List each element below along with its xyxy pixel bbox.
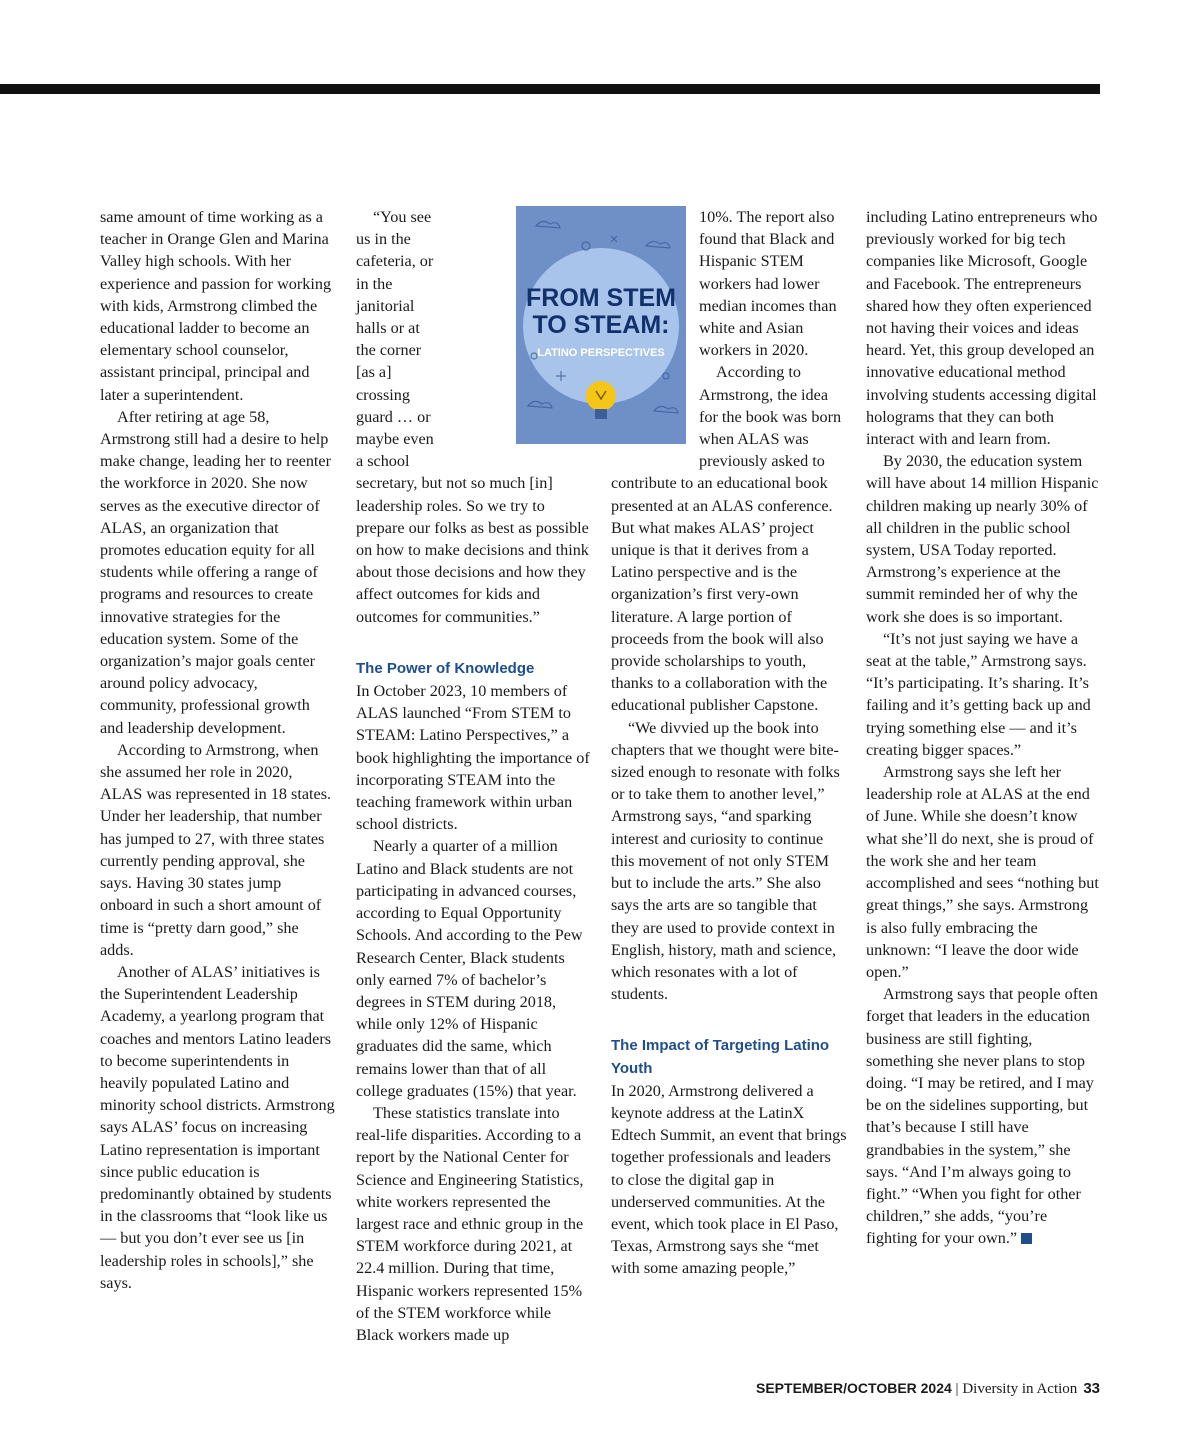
- page-number: 33: [1083, 1380, 1100, 1397]
- issue-date: SEPTEMBER/OCTOBER 2024: [756, 1380, 952, 1396]
- paragraph: According to Armstrong, when she assumed her role in 2020, ALAS was represented in 18 states. Under her leadership, that number has jumped to 27, with three states currently pending approval, she says. Having 30 states jump onboard in such a short amount of time is “pretty darn good,” she adds.: [100, 740, 332, 959]
- paragraph: including Latino entrepreneurs who previously worked for big tech companies like Microsoft, Google and Facebook. The entrepreneurs shared how they often experienced not having their voices and ideas heard. Yet, this group developed an innovative educational method involving students accessing digital holograms that they can both interact with and learn from.: [866, 208, 1098, 449]
- book-subtitle: LATINO PERSPECTIVES: [537, 347, 665, 359]
- paragraph: By 2030, the education system will have about 14 million Hispanic children making up nearly 30% of all children in the public school system, USA Today reported. Armstrong’s experience at the summit reminded her of why the work she does is so important.: [866, 452, 1099, 626]
- column-1: [100, 206, 336, 1294]
- paragraph: Another of ALAS’ initiatives is the Superintendent Leadership Academy, a yearlong program that coaches and mentors Latino leaders to become superintendents in heavily populated Latino and minority school districts. Armstrong says ALAS’ focus on increasing Latino representation is important since public education is predominantly obtained by students in the classrooms that “look like us — but you don’t ever see us [in leadership roles in schools],” she says.: [100, 962, 335, 1292]
- column-4: [866, 206, 1102, 1250]
- section-heading-impact: The Impact of Targeting Latino Youth: [611, 1037, 830, 1077]
- paragraph: In 2020, Armstrong delivered a keynote address at the LatinX Edtech Summit, an event that brings together professionals and leaders to close the digital gap in underserved communities. At the event, which took place in El Paso, Texas, Armstrong says she “met with some amazing people,”: [611, 1081, 847, 1278]
- paragraph: same amount of time working as a teacher in Orange Glen and Marina Valley high schools. With her experience and passion for working with kids, Armstrong climbed the educational ladder to become an elementary school counselor, assistant principal, principal and later a superintendent.: [100, 208, 332, 404]
- paragraph: 10%. The report also found that Black and Hispanic STEM workers had lower median incomes than white and Asian workers in 2020.: [699, 208, 837, 360]
- book-title-line2: TO STEAM:: [532, 311, 670, 339]
- paragraph: “It’s not just saying we have a seat at the table,” Armstrong says. “It’s participating. It’s sharing. It’s failing and it’s getting back up and trying something else — and it’s creating bigger spaces.”: [866, 629, 1091, 759]
- publication-name: Diversity in Action: [962, 1381, 1078, 1397]
- top-rule: [0, 84, 1100, 94]
- paragraph: According to Armstrong, the idea for the book was born when ALAS was previously asked to contribute to an educational book presented at an ALAS conference. But what makes ALAS’ project unique is that it derives from a Latino perspective and is the organization’s first very-own literature. A large portion of proceeds from the book will also provide scholarships to youth, thanks to a collaboration with the educational publisher Capstone.: [611, 363, 842, 715]
- book-title-line1: FROM STEM: [526, 284, 676, 312]
- paragraph: “We divvied up the book into chapters that we thought were bite-sized enough to resonate with folks or to take them to another level,” Armstrong says, “and sparking interest and curiosity to continue this movement of not only STEM but to include the arts.” She also says the arts are so tangible that they are used to provide context in English, history, math and science, which resonates with a lot of students.: [611, 718, 840, 1004]
- page-footer: [756, 1380, 1100, 1398]
- paragraph: After retiring at age 58, Armstrong still had a desire to help make change, leading her to reenter the workforce in 2020. She now serves as the executive director of ALAS, an organization that promotes education equity for all students while offering a range of programs and resources to create innovative strategies for the education system. Some of the organization’s major goals center around policy advocacy, community, professional growth and leadership development.: [100, 407, 332, 737]
- end-mark-icon: [1021, 1233, 1032, 1244]
- paragraph: In October 2023, 10 members of ALAS launched “From STEM to STEAM: Latino Perspectives,” a book highlighting the importance of incorporating STEAM into the teaching framework within urban school districts.: [356, 682, 590, 834]
- quote-paragraph: “You see us in the cafeteria, or in the janitorial halls or at the corner [as a] crossing guard … or maybe even a school secretary, but not so much [in] leadership roles. So we try to prepare our folks as best as possible on how to make decisions and think about those decisions and how they affect outcomes for kids and outcomes for communities.”: [356, 208, 589, 626]
- paragraph: Armstrong says she left her leadership role at ALAS at the end of June. While she doesn’t know what she’ll do next, she is proud of the work she and her team accomplished and sees “nothing but great things,” she says. Armstrong is also fully embracing the unknown: “I leave the door wide open.”: [866, 763, 1099, 981]
- footer-separator: |: [951, 1381, 963, 1397]
- section-heading-power: The Power of Knowledge: [356, 659, 535, 677]
- paragraph: [866, 983, 1102, 1249]
- final-paragraph-text: Armstrong says that people often forget that leaders in the education business are still fighting, something she never plans to stop doing. “I may be retired, and I may be on the sidelines supporting, but that’s because I still have grandbabies in the system,” she says. “And I’m always going to fight.” “When you fight for other children,” she adds, “you’re fighting for your own.”: [866, 985, 1098, 1248]
- paragraph: These statistics translate into real-life disparities. According to a report by the National Center for Science and Engineering Statistics, white workers represented the largest race and ethnic group in the STEM workforce during 2021, at 22.4 million. During that time, Hispanic workers represented 15% of the STEM workforce while Black workers made up: [356, 1103, 584, 1344]
- column-3: [611, 206, 847, 1280]
- book-float-spacer: [611, 206, 699, 456]
- paragraph: Nearly a quarter of a million Latino and Black students are not participating in advanced courses, according to Equal Opportunity Schools. And according to the Pew Research Center, Black students only earned 7% of bachelor’s degrees in STEM during 2018, while only 12% of Hispanic graduates did the same, which remains lower than that of all college graduates (15%) that year.: [356, 837, 583, 1100]
